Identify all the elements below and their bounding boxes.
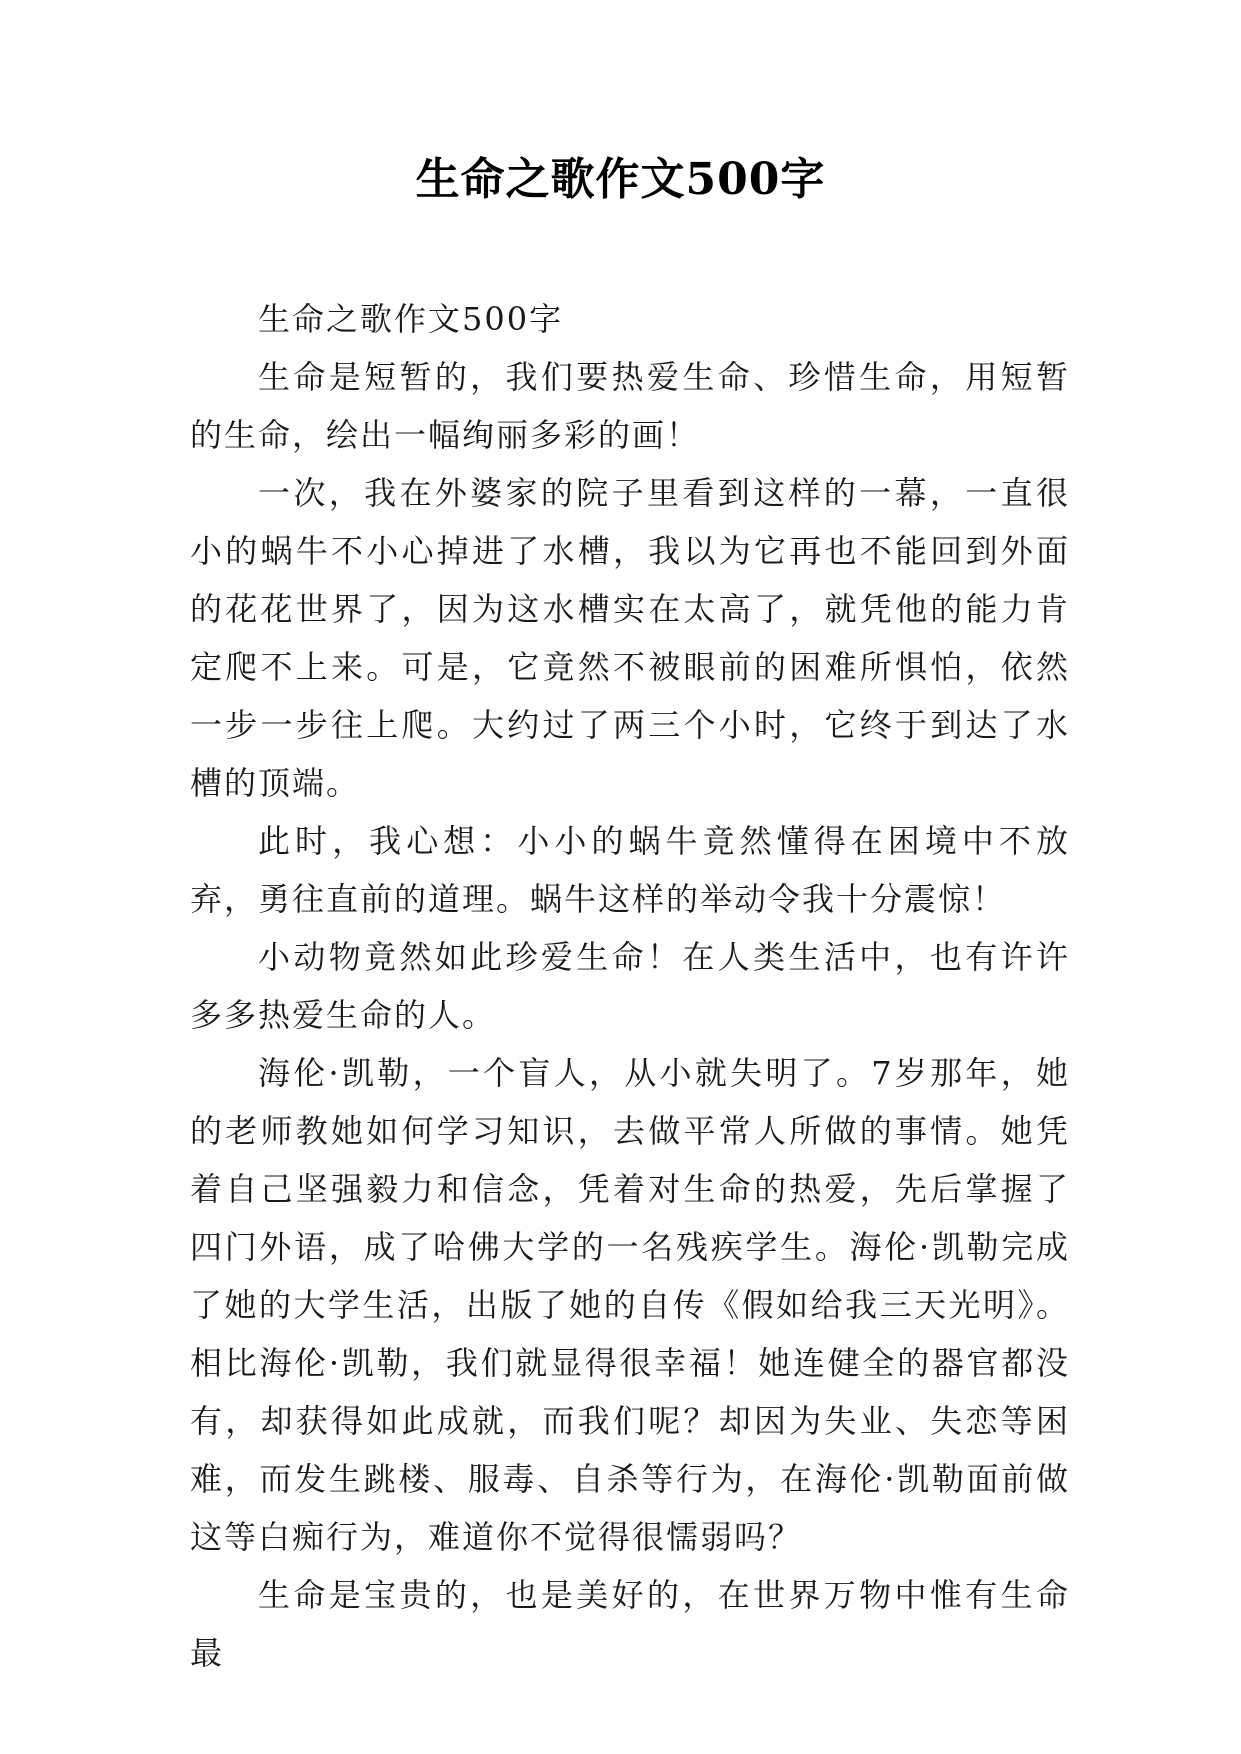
paragraph-5: 海伦·凯勒，一个盲人，从小就失明了。7岁那年，她的老师教她如何学习知识，去做平常人所做的事情。她凭着自己坚强毅力和信念，凭着对生命的热爱，先后掌握了四门外语，成了哈佛大学的一名残疾学生。海伦·凯勒完成了她的大学生活，出版了她的自传《假如给我三天光明》。相比海伦·凯勒，我们就显得很幸福！她连健全的器官都没有，却获得如此成就，而我们呢？却因为失业、失恋等困难，而发生跳楼、服毒、自杀等行为，在海伦·凯勒面前做这等白痴行为，难道你不觉得很懦弱吗？	[190, 1054, 1070, 1556]
paragraph-6: 生命是宝贵的，也是美好的，在世界万物中惟有生命最	[190, 1576, 1070, 1672]
paragraph-2: 一次，我在外婆家的院子里看到这样的一幕，一直很小的蜗牛不小心掉进了水槽，我以为它再也不能回到外面的花花世界了，因为这水槽实在太高了，就凭他的能力肯定爬不上来。可是，它竟然不被眼前的困难所惧怕，依然一步一步往上爬。大约过了两三个小时，它终于到达了水槽的顶端。	[190, 474, 1070, 802]
document-title: 生命之歌作文500字	[415, 154, 826, 205]
paragraph-3: 此时，我心想：小小的蜗牛竟然懂得在困境中不放弃，勇往直前的道理。蜗牛这样的举动令我十分震惊！	[190, 822, 1070, 918]
paragraph-1: 生命是短暂的，我们要热爱生命、珍惜生命，用短暂的生命，绘出一幅绚丽多彩的画！	[190, 358, 1070, 454]
paragraph-4: 小动物竟然如此珍爱生命！在人类生活中，也有许许多多热爱生命的人。	[190, 938, 1070, 1034]
document-body	[190, 290, 1070, 1682]
paragraph-subtitle: 生命之歌作文500字	[258, 300, 564, 338]
